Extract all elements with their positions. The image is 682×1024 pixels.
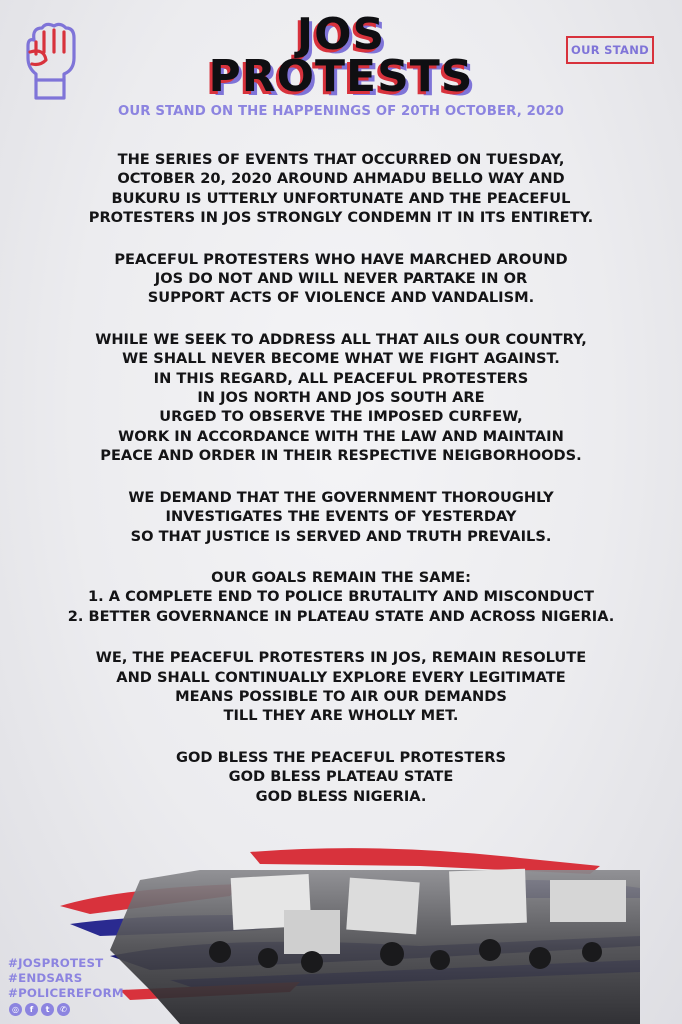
statement-line: GOD BLESS THE PEACEFUL PROTESTERS: [176, 748, 506, 766]
statement-line: GOD BLESS PLATEAU STATE: [228, 768, 454, 786]
hashtag[interactable]: #ENDSARS: [8, 971, 83, 985]
statement-line: GOD BLESS NIGERIA.: [255, 787, 427, 805]
statement-line: TILL THEY ARE WHOLLY MET.: [223, 707, 459, 725]
statement-paragraph: [0, 648, 682, 726]
statement-line: JOS DO NOT AND WILL NEVER PARTAKE IN OR: [154, 270, 528, 288]
statement-line: WORK IN ACCORDANCE WITH THE LAW AND MAINTAIN: [118, 427, 564, 445]
statement-paragraph: [0, 748, 682, 806]
twitter-icon[interactable]: t: [41, 1003, 54, 1016]
statement-line: OCTOBER 20, 2020 AROUND AHMADU BELLO WAY AND: [117, 170, 565, 188]
statement-paragraph: [0, 250, 682, 308]
statement-line: IN THIS REGARD, ALL PEACEFUL PROTESTERS: [153, 369, 529, 387]
statement-line: WE, THE PEACEFUL PROTESTERS IN JOS, REMAIN RESOLUTE: [95, 649, 587, 667]
statement-line: 1. A COMPLETE END TO POLICE BRUTALITY AND MISCONDUCT: [88, 588, 594, 606]
statement-body: [0, 150, 682, 828]
statement-line: MEANS POSSIBLE TO AIR OUR DEMANDS: [175, 687, 507, 705]
subtitle: OUR STAND ON THE HAPPENINGS OF 20TH OCTOBER, 2020: [117, 104, 565, 119]
hashtag-list: [8, 956, 124, 1001]
statement-line: 2. BETTER GOVERNANCE IN PLATEAU STATE AND ACROSS NIGERIA.: [67, 607, 615, 625]
statement-line: THE SERIES OF EVENTS THAT OCCURRED ON TUESDAY,: [117, 151, 565, 168]
title-line-1: JOS: [296, 9, 386, 60]
statement-line: SUPPORT ACTS OF VIOLENCE AND VANDALISM.: [147, 289, 535, 307]
social-icons: [9, 1003, 70, 1016]
statement-line: BUKURU IS UTTERLY UNFORTUNATE AND THE PEACEFUL: [111, 189, 571, 207]
our-stand-badge[interactable]: OUR STAND: [566, 36, 654, 64]
statement-line: WE SHALL NEVER BECOME WHAT WE FIGHT AGAINST.: [122, 350, 560, 368]
statement-line: SO THAT JUSTICE IS SERVED AND TRUTH PREVAILS.: [130, 527, 552, 545]
statement-line: INVESTIGATES THE EVENTS OF YESTERDAY: [165, 508, 517, 526]
statement-paragraph: [0, 150, 682, 228]
statement-line: PROTESTERS IN JOS STRONGLY CONDEMN IT IN ITS ENTIRETY.: [88, 209, 594, 227]
statement-paragraph: [0, 330, 682, 466]
instagram-icon[interactable]: ◎: [9, 1003, 22, 1016]
statement-line: PEACE AND ORDER IN THEIR RESPECTIVE NEIGBORHOODS.: [100, 447, 582, 465]
hashtag[interactable]: #JOSPROTEST: [8, 956, 104, 970]
title-line-2: PROTESTS: [208, 51, 474, 102]
facebook-icon[interactable]: f: [25, 1003, 38, 1016]
statement-line: URGED TO OBSERVE THE IMPOSED CURFEW,: [159, 408, 523, 426]
statement-line: PEACEFUL PROTESTERS WHO HAVE MARCHED AROUND: [114, 250, 568, 268]
statement-line: WHILE WE SEEK TO ADDRESS ALL THAT AILS OUR COUNTRY,: [95, 330, 587, 348]
statement-line: IN JOS NORTH AND JOS SOUTH ARE: [197, 389, 485, 407]
statement-line: OUR GOALS REMAIN THE SAME:: [211, 568, 471, 586]
hashtag[interactable]: #POLICEREFORM: [8, 986, 124, 1000]
statement-paragraph: [0, 568, 682, 626]
statement-line: WE DEMAND THAT THE GOVERNMENT THOROUGHLY: [128, 488, 554, 506]
statement-paragraph: [0, 488, 682, 546]
statement-line: AND SHALL CONTINUALLY EXPLORE EVERY LEGITIMATE: [116, 668, 566, 686]
whatsapp-icon[interactable]: ✆: [57, 1003, 70, 1016]
